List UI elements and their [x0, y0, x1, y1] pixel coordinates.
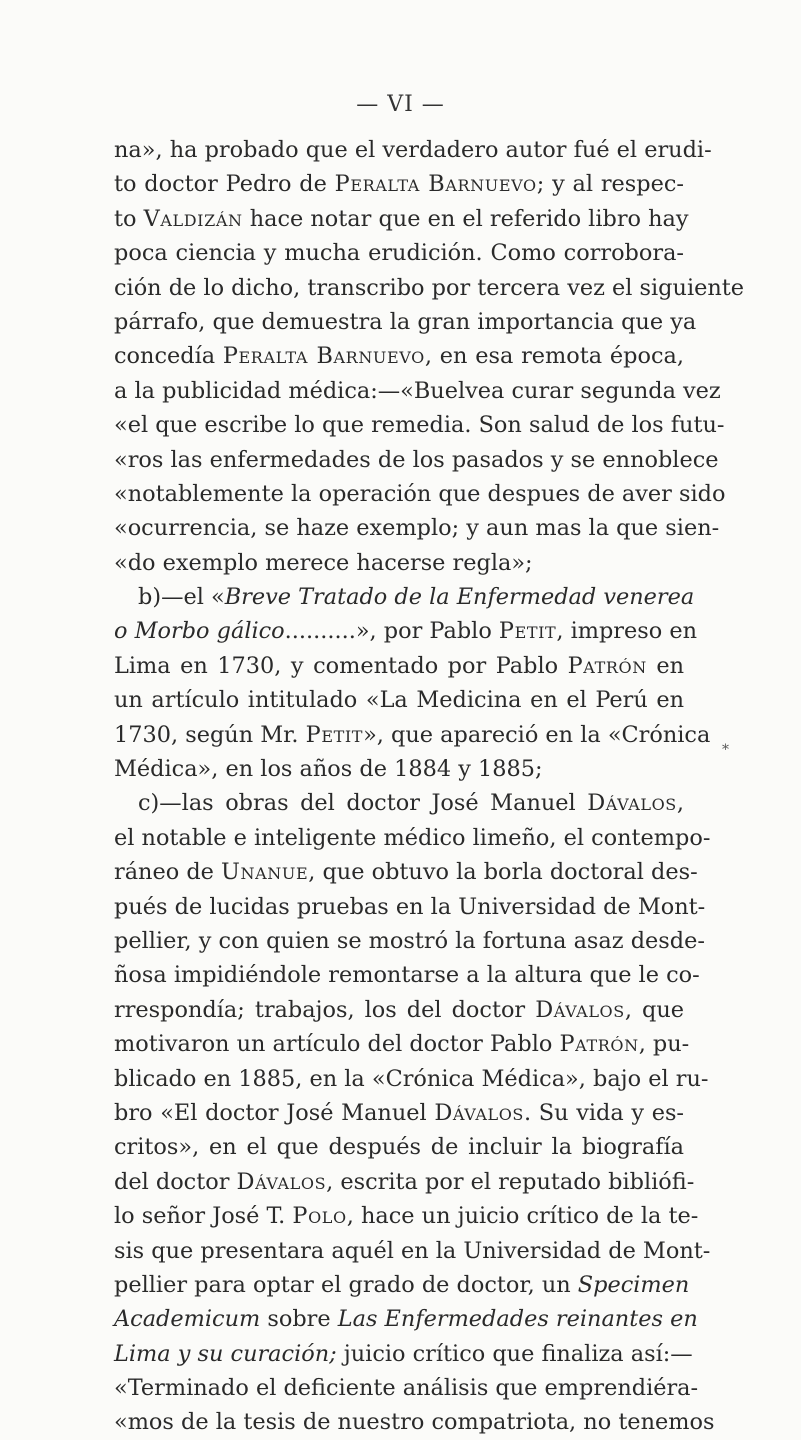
text-line: o Morbo gálico..........», por Pablo Petit, impreso en: [114, 618, 698, 645]
text-line: pués de lucidas pruebas en la Universidad de Mont-: [114, 893, 706, 920]
author-name: Petit: [305, 721, 364, 748]
page-number-header: — VI —: [356, 92, 445, 117]
text-line: «ros las enfermedades de los pasados y se ennoblece: [114, 446, 719, 473]
author-name: Dávalos: [434, 1099, 524, 1126]
text-line: to Valdizán hace notar que en el referido libro hay: [114, 205, 689, 232]
text-line: 1730, según Mr. Petit», que apareció en la «Crónica: [114, 721, 711, 748]
author-name: Valdizán: [143, 205, 243, 232]
author-name: Dávalos: [535, 996, 625, 1023]
text-line: párrafo, que demuestra la gran importancia que ya: [114, 308, 697, 335]
text-line: motivaron un artículo del doctor Pablo Patrón, pu-: [114, 1031, 690, 1058]
text-line: el notable e inteligente médico limeño, el contempo-: [114, 824, 711, 851]
text-line: «notablemente la operación que despues de aver sido: [114, 480, 726, 507]
book-title: Las Enfermedades reinantes en: [337, 1306, 698, 1333]
author-name: Petit: [498, 618, 557, 645]
text-line: del doctor Dávalos, escrita por el reputado bibliófi-: [114, 1168, 695, 1195]
text-line: ráneo de Unanue, que obtuvo la borla doctoral des-: [114, 859, 698, 886]
text-line: ñosa impidiéndole remontarse a la altura que le co-: [114, 962, 700, 989]
text-line: pellier para optar el grado de doctor, un Specimen: [114, 1271, 690, 1298]
author-name: Unanue: [221, 859, 309, 886]
body-text: [114, 133, 745, 1440]
book-title: o Morbo gálico: [114, 618, 285, 645]
text-line: na», ha probado que el verdadero autor fué el erudi-: [114, 137, 712, 163]
author-name: Peralta Barnuevo: [222, 343, 425, 370]
text-line: rrespondía; trabajos, los del doctor Dávalos, que: [114, 996, 684, 1023]
text-line: Médica», en los años de 1884 y 1885;: [114, 756, 543, 783]
text-line: «Terminado el deficiente análisis que emprendiéra-: [114, 1375, 699, 1402]
text-line: «mos de la tesis de nuestro compatriota, no tenemos: [114, 1409, 715, 1436]
author-name: Patrón: [567, 652, 647, 679]
text-line: un artículo intitulado «La Medicina en el Perú en: [114, 687, 684, 714]
book-title: Academicum: [114, 1306, 261, 1333]
text-line: a la publicidad médica:—«Buelvea curar segunda vez: [114, 377, 721, 404]
text-line: «el que escribe lo que remedia. Son salud de los futu-: [114, 412, 725, 439]
text-line: Academicum sobre Las Enfermedades reinantes en: [114, 1306, 698, 1333]
author-name: Peralta Barnuevo: [334, 171, 537, 198]
text-line: b)—el «Breve Tratado de la Enfermedad venerea: [138, 584, 695, 611]
text-line: Lima y su curación; juicio crítico que finaliza así:—: [114, 1340, 693, 1367]
text-line: sis que presentara aquél en la Universidad de Mont-: [114, 1237, 711, 1264]
text-line: Lima en 1730, y comentado por Pablo Patrón en: [114, 652, 684, 679]
author-name: Polo: [292, 1203, 347, 1230]
text-line: ción de lo dicho, transcribo por tercera vez el siguiente: [114, 274, 745, 301]
text-line: critos», en el que después de incluir la biografía: [114, 1134, 684, 1161]
author-name: Patrón: [559, 1031, 639, 1058]
book-title: Specimen: [577, 1271, 690, 1298]
text-line: «do exemplo merece hacerse regla»;: [114, 549, 533, 576]
text-line: lo señor José T. Polo, hace un juicio crítico de la te-: [114, 1203, 699, 1230]
book-title: Lima y su curación;: [114, 1340, 337, 1367]
author-name: Dávalos: [587, 790, 677, 817]
author-name: Dávalos: [236, 1168, 327, 1195]
text-line: poca ciencia y mucha erudición. Como corrobora-: [114, 240, 684, 267]
book-title: Breve Tratado de la Enfermedad venerea: [224, 584, 695, 611]
text-line: c)—las obras del doctor José Manuel Dávalos,: [138, 790, 684, 817]
margin-mark: *: [722, 742, 729, 758]
text-line: concedía Peralta Barnuevo, en esa remota época,: [114, 343, 684, 370]
text-line: to doctor Pedro de Peralta Barnuevo; y al respec-: [114, 171, 684, 198]
text-line: pellier, y con quien se mostró la fortuna asaz desde-: [114, 927, 705, 954]
text-line: blicado en 1885, en la «Crónica Médica», bajo el ru-: [114, 1065, 709, 1092]
text-line: «ocurrencia, se haze exemplo; y aun mas la que sien-: [114, 515, 720, 542]
text-line: bro «El doctor José Manuel Dávalos. Su vida y es-: [114, 1099, 684, 1126]
